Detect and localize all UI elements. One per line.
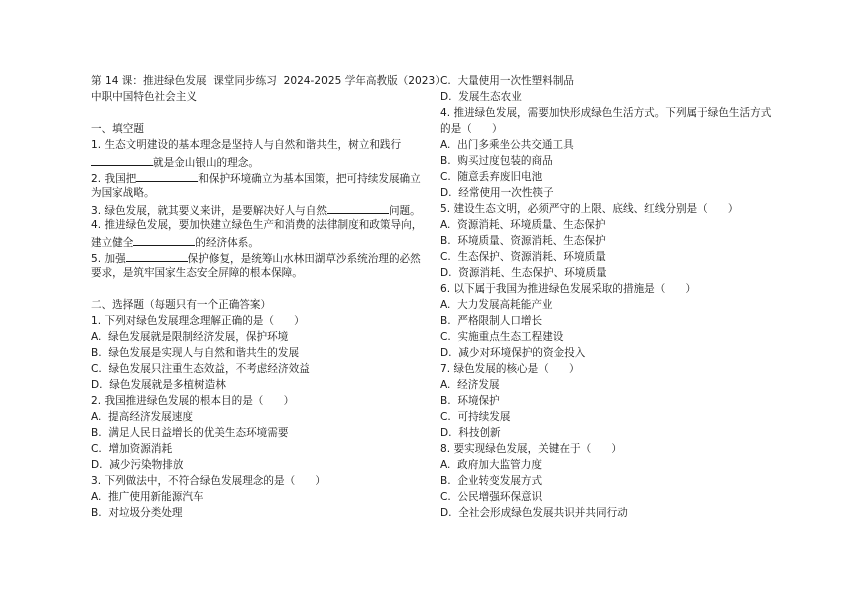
question-1-stem: 1. 下列对绿色发展理念理解正确的是（ ）: [91, 315, 305, 327]
question-8-option-b[interactable]: B. 企业转变发展方式: [440, 475, 543, 487]
answer-blank[interactable]: [91, 153, 153, 166]
question-8-option-a[interactable]: A. 政府加大监管力度: [440, 459, 542, 471]
fill-question-4-line-1: 4. 推进绿色发展，要加快建立绿色生产和消费的法律制度和政策导向，: [91, 219, 423, 231]
fill-question-5-line-2: 要求，是筑牢国家生态安全屏障的根本保障。: [91, 267, 303, 279]
question-5-option-d[interactable]: D. 资源消耗、生态保护、环境质量: [440, 267, 607, 279]
section-1-heading: 一、填空题: [91, 123, 144, 135]
left-column: [91, 73, 446, 521]
question-6-option-a[interactable]: A. 大力发展高耗能产业: [440, 299, 553, 311]
question-1-option-b[interactable]: B. 绿色发展是实现人与自然和谐共生的发展: [91, 347, 300, 359]
fill-text: 的经济体系。: [195, 237, 259, 249]
question-4-option-d[interactable]: D. 经常使用一次性筷子: [440, 187, 554, 199]
fill-question-1-line-1: 1. 生态文明建设的基本理念是坚持人与自然和谐共生，树立和践行: [91, 139, 402, 151]
question-4-option-b[interactable]: B. 购买过度包装的商品: [440, 155, 553, 167]
spacer: [91, 105, 426, 121]
question-5-option-b[interactable]: B. 环境质量、资源消耗、生态保护: [440, 235, 606, 247]
question-6-option-c[interactable]: C. 实施重点生态工程建设: [440, 331, 564, 343]
question-3-option-d[interactable]: D. 发展生态农业: [440, 91, 522, 103]
question-2-stem: 2. 我国推进绿色发展的根本目的是（ ）: [91, 395, 295, 407]
question-4-option-c[interactable]: C. 随意丢弃废旧电池: [440, 171, 543, 183]
fill-question-5-line-1: [91, 249, 426, 265]
answer-blank[interactable]: [133, 233, 195, 246]
fill-text: 保护修复，是统筹山水林田湖草沙系统治理的必然: [187, 253, 421, 265]
question-2-option-c[interactable]: C. 增加资源消耗: [91, 443, 173, 455]
question-6-option-b[interactable]: B. 严格限制人口增长: [440, 315, 543, 327]
question-5-option-c[interactable]: C. 生态保护、资源消耗、环境质量: [440, 251, 606, 263]
question-6-option-d[interactable]: D. 减少对环境保护的资金投入: [440, 347, 586, 359]
question-4-stem-line-2: 的是（ ）: [440, 123, 503, 135]
fill-text: 就是金山银山的理念。: [153, 157, 259, 169]
right-column: [440, 73, 780, 521]
question-1-option-a[interactable]: A. 绿色发展就是限制经济发展，保护环境: [91, 331, 289, 343]
fill-text: 5. 加强: [91, 253, 126, 265]
fill-question-3-line-1: [91, 201, 426, 217]
doc-title-line-2: 中职中国特色社会主义: [91, 91, 197, 103]
fill-text: 问题。: [388, 205, 421, 217]
question-1-option-c[interactable]: C. 绿色发展只注重生态效益，不考虑经济效益: [91, 363, 310, 375]
question-7-option-d[interactable]: D. 科技创新: [440, 427, 501, 439]
question-8-option-d[interactable]: D. 全社会形成绿色发展共识并共同行动: [440, 507, 628, 519]
question-2-option-d[interactable]: D. 减少污染物排放: [91, 459, 184, 471]
question-8-option-c[interactable]: C. 公民增强环保意识: [440, 491, 543, 503]
question-2-option-a[interactable]: A. 提高经济发展速度: [91, 411, 193, 423]
fill-question-2-line-2: 为国家战略。: [91, 187, 155, 199]
question-6-stem: 6. 以下属于我国为推进绿色发展采取的措施是（ ）: [440, 283, 697, 295]
question-5-option-a[interactable]: A. 资源消耗、环境质量、生态保护: [440, 219, 606, 231]
question-1-option-d[interactable]: D. 绿色发展就是多植树造林: [91, 379, 226, 391]
fill-text: 2. 我国把: [91, 173, 137, 185]
question-3-stem: 3. 下列做法中，不符合绿色发展理念的是（ ）: [91, 475, 326, 487]
question-8-stem: 8. 要实现绿色发展，关键在于（ ）: [440, 443, 622, 455]
question-7-option-c[interactable]: C. 可持续发展: [440, 411, 511, 423]
answer-blank[interactable]: [136, 169, 198, 182]
fill-question-1-line-2: [91, 153, 426, 169]
fill-text: 3. 绿色发展，就其要义来讲，是要解决好人与自然: [91, 205, 327, 217]
doc-title-line-1: 第 14 课：推进绿色发展 课堂同步练习 2024-2025 学年高教版（2023）: [91, 75, 446, 87]
question-7-option-b[interactable]: B. 环境保护: [440, 395, 500, 407]
question-4-option-a[interactable]: A. 出门多乘坐公共交通工具: [440, 139, 574, 151]
question-3-option-b[interactable]: B. 对垃圾分类处理: [91, 507, 183, 519]
fill-question-2-line-1: [91, 169, 426, 185]
question-7-option-a[interactable]: A. 经济发展: [440, 379, 500, 391]
fill-question-4-line-2: [91, 233, 426, 249]
section-2-heading: 二、选择题（每题只有一个正确答案）: [91, 299, 272, 311]
fill-text: 和保护环境确立为基本国策，把可持续发展确立: [198, 173, 421, 185]
spacer: [91, 281, 426, 297]
question-7-stem: 7. 绿色发展的核心是（ ）: [440, 363, 580, 375]
answer-blank[interactable]: [327, 201, 389, 214]
fill-text: 建立健全: [91, 237, 134, 249]
question-3-option-a[interactable]: A. 推广使用新能源汽车: [91, 491, 204, 503]
question-5-stem: 5. 建设生态文明，必须严守的上限、底线、红线分别是（ ）: [440, 203, 739, 215]
question-2-option-b[interactable]: B. 满足人民日益增长的优美生态环境需要: [91, 427, 289, 439]
question-4-stem-line-1: 4. 推进绿色发展，需要加快形成绿色生活方式。下列属于绿色生活方式: [440, 107, 772, 119]
answer-blank[interactable]: [126, 249, 188, 262]
question-3-option-c[interactable]: C. 大量使用一次性塑料制品: [440, 75, 575, 87]
